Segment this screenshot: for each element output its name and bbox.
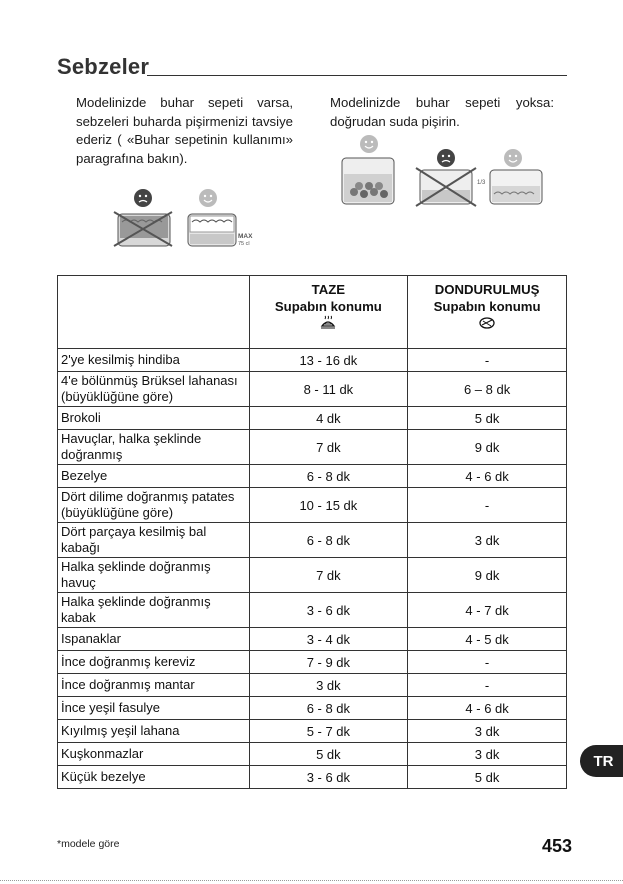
vegetable-name: İnce doğranmış kereviz xyxy=(58,651,250,674)
table-row xyxy=(58,523,567,558)
table-header-row xyxy=(58,276,567,349)
table-row xyxy=(58,697,567,720)
pot-correct-icon xyxy=(188,214,236,246)
fresh-time: 3 - 6 dk xyxy=(249,766,408,789)
cooking-times-table xyxy=(57,275,567,789)
table-row xyxy=(58,743,567,766)
section-header xyxy=(57,54,567,84)
frozen-time: 9 dk xyxy=(408,558,567,593)
vegetable-name: İnce doğranmış mantar xyxy=(58,674,250,697)
frozen-time: 3 dk xyxy=(408,523,567,558)
fresh-subtitle: Supabın konumu xyxy=(274,299,382,314)
table-row xyxy=(58,593,567,628)
fresh-time: 7 dk xyxy=(249,430,408,465)
bottom-divider xyxy=(0,880,623,881)
vegetable-name: İnce yeşil fasulye xyxy=(58,697,250,720)
pot-overfilled-icon xyxy=(114,212,172,246)
frozen-time: - xyxy=(408,651,567,674)
fresh-time: 3 - 6 dk xyxy=(249,593,408,628)
intro-without-basket: Modelinizde buhar sepeti yoksa: doğrudan suda pişirin. xyxy=(330,95,554,129)
fresh-time: 6 - 8 dk xyxy=(249,465,408,488)
pot-full-water-icon xyxy=(342,158,394,204)
vegetable-name: Brokoli xyxy=(58,407,250,430)
frozen-time: 4 - 5 dk xyxy=(408,628,567,651)
frozen-time: 6 – 8 dk xyxy=(408,372,567,407)
no-basket-illustration xyxy=(340,134,555,209)
fresh-title: TAZE xyxy=(311,282,346,297)
header-empty-cell xyxy=(58,276,250,349)
table-row xyxy=(58,372,567,407)
frozen-subtitle: Supabın konumu xyxy=(433,299,541,314)
language-badge: TR xyxy=(580,745,623,777)
vegetable-name: Havuçlar, halka şeklinde doğranmış xyxy=(58,430,250,465)
table-row xyxy=(58,349,567,372)
frozen-time: 9 dk xyxy=(408,430,567,465)
pot-crossed-icon xyxy=(416,168,476,206)
table-row xyxy=(58,628,567,651)
frozen-time: 5 dk xyxy=(408,407,567,430)
header-fresh xyxy=(249,276,408,349)
table-row xyxy=(58,720,567,743)
fresh-time: 10 - 15 dk xyxy=(249,488,408,523)
frozen-time: 5 dk xyxy=(408,766,567,789)
steam-basket-illustration xyxy=(110,188,260,250)
sad-face-icon xyxy=(437,149,455,167)
vegetable-name: Halka şeklinde doğranmış havuç xyxy=(58,558,250,593)
vegetable-name: 4'e bölünmüş Brüksel lahanası (büyüklüğüne göre) xyxy=(58,372,250,407)
frozen-time: 3 dk xyxy=(408,743,567,766)
frozen-time: - xyxy=(408,488,567,523)
table-row xyxy=(58,674,567,697)
vegetable-name: Ispanaklar xyxy=(58,628,250,651)
table-row xyxy=(58,558,567,593)
vegetable-name: 2'ye kesilmiş hindiba xyxy=(58,349,250,372)
frozen-time: - xyxy=(408,674,567,697)
table-row xyxy=(58,465,567,488)
fresh-time: 7 dk xyxy=(249,558,408,593)
frozen-title: DONDURULMUŞ xyxy=(434,282,540,297)
fresh-time: 4 dk xyxy=(249,407,408,430)
fresh-time: 3 - 4 dk xyxy=(249,628,408,651)
fresh-time: 6 - 8 dk xyxy=(249,523,408,558)
fraction-label: 1/3 xyxy=(477,180,486,186)
vegetable-name: Bezelye xyxy=(58,465,250,488)
frozen-time: - xyxy=(408,349,567,372)
fresh-time: 7 - 9 dk xyxy=(249,651,408,674)
vegetable-name: Halka şeklinde doğranmış kabak xyxy=(58,593,250,628)
frozen-time: 4 - 7 dk xyxy=(408,593,567,628)
happy-face-icon xyxy=(199,189,217,207)
fresh-time: 5 dk xyxy=(249,743,408,766)
sad-face-icon xyxy=(134,189,152,207)
footnote: *modele göre xyxy=(57,838,120,850)
frozen-time: 4 - 6 dk xyxy=(408,697,567,720)
intro-with-basket: Modelinizde buhar sepeti varsa, sebzeleri buharda pişirmenizi tavsiye ederiz ( «Buhar sepetinin kullanımı» paragrafına bakın). xyxy=(76,95,293,166)
steam-vegetable-icon xyxy=(319,315,337,329)
section-title: Sebzeler xyxy=(57,54,150,79)
page-number: 453 xyxy=(542,836,573,856)
happy-face-icon xyxy=(504,149,522,167)
fresh-time: 6 - 8 dk xyxy=(249,697,408,720)
frozen-vegetable-icon xyxy=(478,315,496,329)
table-row xyxy=(58,766,567,789)
vegetable-name: Dört parçaya kesilmiş bal kabağı xyxy=(58,523,250,558)
happy-face-icon xyxy=(360,135,378,153)
fresh-time: 13 - 16 dk xyxy=(249,349,408,372)
fresh-time: 3 dk xyxy=(249,674,408,697)
table-row xyxy=(58,651,567,674)
header-frozen xyxy=(408,276,567,349)
table-row xyxy=(58,407,567,430)
max-label: MAX xyxy=(238,233,253,240)
vegetable-name: Kuşkonmazlar xyxy=(58,743,250,766)
vegetable-name: Kıyılmış yeşil lahana xyxy=(58,720,250,743)
title-rule xyxy=(147,75,567,76)
volume-label: 75 cl xyxy=(238,241,250,247)
frozen-time: 3 dk xyxy=(408,720,567,743)
vegetable-name: Küçük bezelye xyxy=(58,766,250,789)
pot-third-water-icon xyxy=(490,170,542,204)
fresh-time: 5 - 7 dk xyxy=(249,720,408,743)
vegetable-name: Dört dilime doğranmış patates (büyüklüğüne göre) xyxy=(58,488,250,523)
table-row xyxy=(58,488,567,523)
fresh-time: 8 - 11 dk xyxy=(249,372,408,407)
frozen-time: 4 - 6 dk xyxy=(408,465,567,488)
table-row xyxy=(58,430,567,465)
